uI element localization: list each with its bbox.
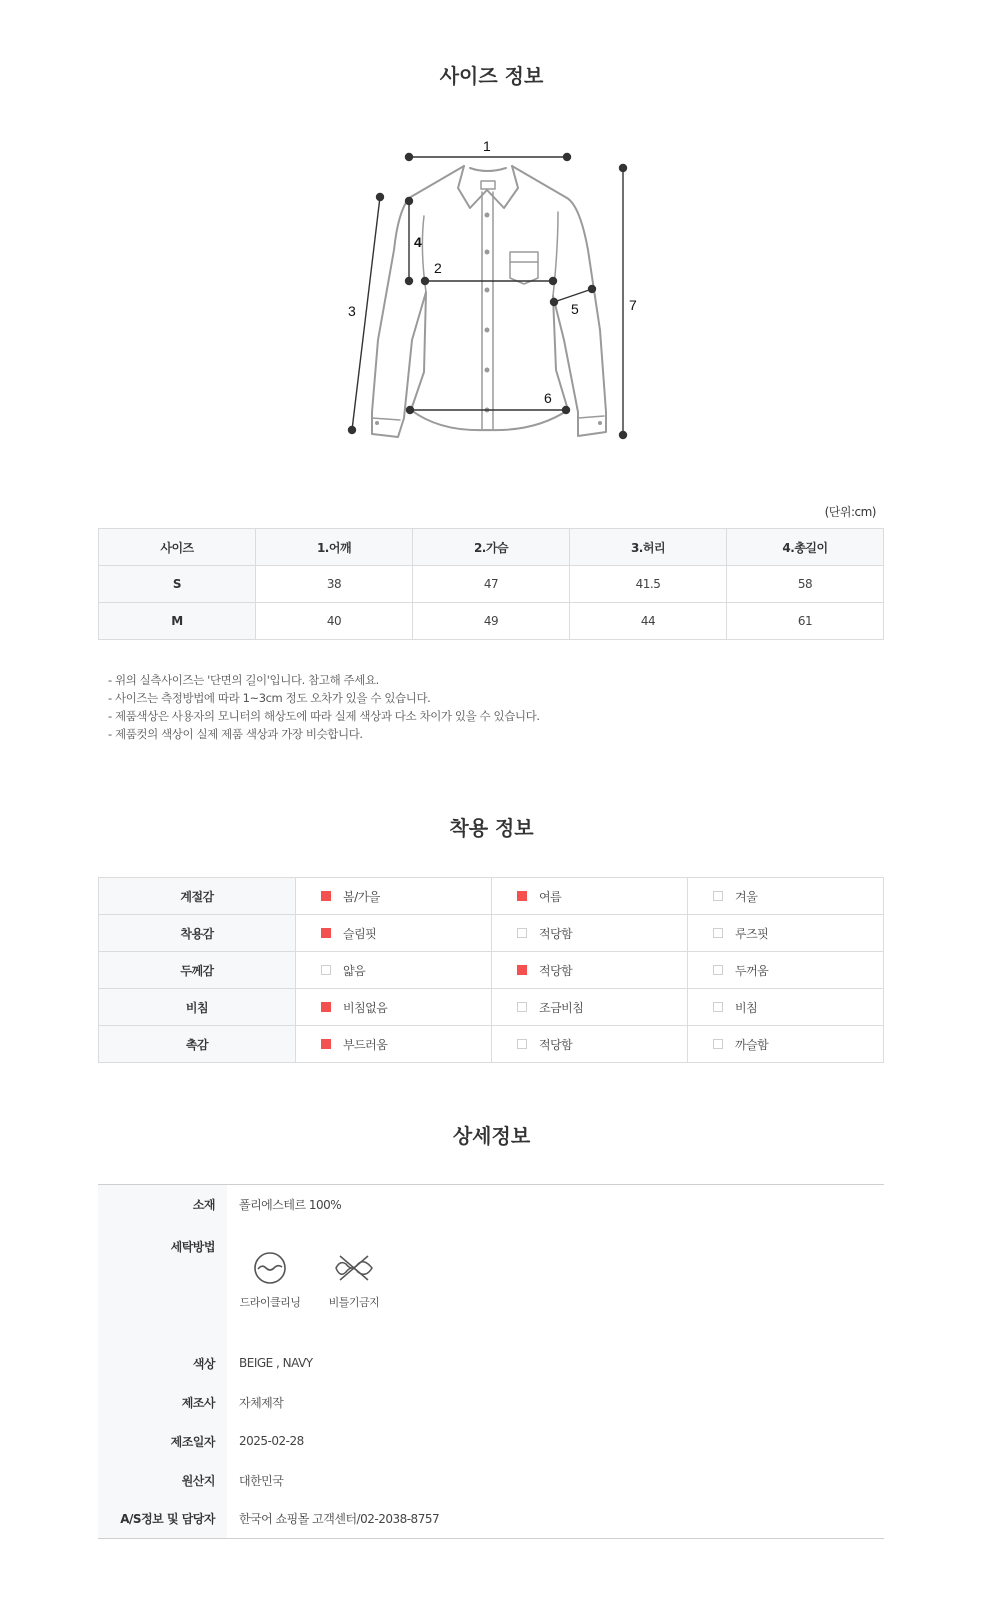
wear-option bbox=[688, 952, 884, 989]
maker-label: 제조사 bbox=[98, 1383, 227, 1422]
unchecked-box-icon bbox=[517, 928, 527, 938]
diagram-label-6: 6 bbox=[544, 390, 552, 406]
color-value: BEIGE , NAVY bbox=[239, 1356, 313, 1370]
size-table bbox=[98, 528, 884, 640]
diagram-label-7: 7 bbox=[629, 297, 637, 313]
diagram-label-1: 1 bbox=[483, 138, 491, 154]
size-info-title: 사이즈 정보 bbox=[439, 64, 544, 88]
color-label: 색상 bbox=[98, 1344, 227, 1383]
wear-option bbox=[492, 989, 688, 1026]
unchecked-box-icon bbox=[713, 965, 723, 975]
checked-box-icon bbox=[321, 891, 331, 901]
wear-option-label: 비침 bbox=[735, 1000, 758, 1015]
detail-row-material bbox=[98, 1185, 884, 1224]
table-cell: 58 bbox=[727, 566, 884, 603]
table-cell: 47 bbox=[413, 566, 570, 603]
material-value: 폴리에스테르 100% bbox=[239, 1197, 342, 1212]
size-label: M bbox=[99, 603, 256, 640]
header-total-length: 4.총길이 bbox=[727, 529, 884, 566]
table-row bbox=[99, 603, 884, 640]
wear-option-label: 비침없음 bbox=[343, 1000, 388, 1015]
checked-box-icon bbox=[517, 891, 527, 901]
wear-option-label: 적당함 bbox=[539, 1037, 573, 1052]
wear-option bbox=[296, 952, 492, 989]
table-cell: 44 bbox=[570, 603, 727, 640]
wear-option bbox=[296, 878, 492, 915]
wear-option-label: 두꺼움 bbox=[735, 963, 769, 978]
date-label: 제조일자 bbox=[98, 1422, 227, 1461]
wash-label: 세탁방법 bbox=[98, 1224, 227, 1344]
detail-info-table bbox=[98, 1184, 884, 1539]
wear-info-table bbox=[98, 877, 884, 1063]
wear-info-title: 착용 정보 bbox=[449, 816, 534, 840]
wash-item-label: 비틀기금지 bbox=[328, 1295, 380, 1309]
detail-info-title: 상세정보 bbox=[452, 1124, 531, 1148]
unchecked-box-icon bbox=[321, 965, 331, 975]
wear-row bbox=[99, 878, 884, 915]
table-cell: 61 bbox=[727, 603, 884, 640]
checked-box-icon bbox=[517, 965, 527, 975]
header-waist: 3.허리 bbox=[570, 529, 727, 566]
table-cell: 38 bbox=[256, 566, 413, 603]
wear-option bbox=[688, 1026, 884, 1063]
diagram-label-3: 3 bbox=[348, 303, 356, 319]
wear-option-label: 봄/가을 bbox=[343, 889, 380, 904]
dry-clean-icon bbox=[252, 1250, 288, 1286]
checked-box-icon bbox=[321, 1039, 331, 1049]
origin-label: 원산지 bbox=[98, 1461, 227, 1500]
wash-item-no-wring bbox=[323, 1250, 385, 1310]
wear-option bbox=[492, 1026, 688, 1063]
note-item: - 위의 실측사이즈는 '단면의 길이'입니다. 참고해 주세요. bbox=[108, 673, 379, 687]
header-shoulder: 1.어깨 bbox=[256, 529, 413, 566]
note-item: - 사이즈는 측정방법에 따라 1~3cm 정도 오차가 있을 수 있습니다. bbox=[108, 691, 431, 705]
checked-box-icon bbox=[321, 928, 331, 938]
wear-option-label: 부드러움 bbox=[343, 1037, 388, 1052]
header-size: 사이즈 bbox=[99, 529, 256, 566]
wear-option-label: 조금비침 bbox=[539, 1000, 584, 1015]
checked-box-icon bbox=[321, 1002, 331, 1012]
wear-row bbox=[99, 952, 884, 989]
wear-option-label: 까슬함 bbox=[735, 1037, 769, 1052]
detail-row-maker bbox=[98, 1383, 884, 1422]
size-label: S bbox=[99, 566, 256, 603]
unchecked-box-icon bbox=[713, 928, 723, 938]
origin-value: 대한민국 bbox=[239, 1473, 284, 1488]
unit-label: (단위:cm) bbox=[824, 505, 876, 519]
size-table-header bbox=[99, 529, 884, 566]
diagram-label-2: 2 bbox=[434, 260, 442, 276]
wear-option bbox=[492, 878, 688, 915]
detail-row-wash bbox=[98, 1224, 884, 1344]
wear-option bbox=[296, 1026, 492, 1063]
wear-option-label: 적당함 bbox=[539, 963, 573, 978]
wear-option bbox=[296, 915, 492, 952]
shirt-measurement-diagram bbox=[330, 130, 650, 450]
material-label: 소재 bbox=[98, 1185, 227, 1224]
detail-row-origin bbox=[98, 1461, 884, 1500]
wear-option bbox=[296, 989, 492, 1026]
wear-option bbox=[492, 915, 688, 952]
wear-row-label: 촉감 bbox=[99, 1026, 296, 1063]
detail-row-as bbox=[98, 1500, 884, 1539]
maker-value: 자체제작 bbox=[239, 1395, 284, 1410]
no-wring-icon bbox=[332, 1250, 376, 1286]
unchecked-box-icon bbox=[713, 1039, 723, 1049]
note-item: - 제품색상은 사용자의 모니터의 해상도에 따라 실제 색상과 다소 차이가 있을 수 있습니다. bbox=[108, 709, 540, 723]
wear-row-label: 착용감 bbox=[99, 915, 296, 952]
wash-item-label: 드라이클리닝 bbox=[239, 1295, 301, 1309]
as-value: 한국어 쇼핑몰 고객센터/02-2038-8757 bbox=[239, 1512, 440, 1527]
wear-option bbox=[492, 952, 688, 989]
wear-row-label: 두께감 bbox=[99, 952, 296, 989]
table-row bbox=[99, 566, 884, 603]
table-cell: 40 bbox=[256, 603, 413, 640]
diagram-label-4: 4 bbox=[414, 234, 422, 250]
wash-item-dry-clean bbox=[239, 1250, 301, 1310]
unchecked-box-icon bbox=[517, 1039, 527, 1049]
unchecked-box-icon bbox=[517, 1002, 527, 1012]
unchecked-box-icon bbox=[713, 1002, 723, 1012]
detail-row-color bbox=[98, 1344, 884, 1383]
wear-row-label: 계절감 bbox=[99, 878, 296, 915]
wear-option-label: 여름 bbox=[539, 889, 562, 904]
table-cell: 49 bbox=[413, 603, 570, 640]
wear-row bbox=[99, 1026, 884, 1063]
wear-row bbox=[99, 915, 884, 952]
wear-option bbox=[688, 989, 884, 1026]
detail-row-date bbox=[98, 1422, 884, 1461]
wear-option bbox=[688, 915, 884, 952]
wear-option-label: 루즈핏 bbox=[735, 926, 769, 941]
diagram-label-5: 5 bbox=[571, 301, 579, 317]
wear-option bbox=[688, 878, 884, 915]
as-label: A/S정보 및 담당자 bbox=[98, 1500, 227, 1539]
wear-row-label: 비침 bbox=[99, 989, 296, 1026]
header-chest: 2.가슴 bbox=[413, 529, 570, 566]
wear-option-label: 슬림핏 bbox=[343, 926, 377, 941]
wear-row bbox=[99, 989, 884, 1026]
size-notes bbox=[108, 671, 540, 743]
wear-option-label: 얇음 bbox=[343, 963, 366, 978]
date-value: 2025-02-28 bbox=[239, 1434, 304, 1448]
table-cell: 41.5 bbox=[570, 566, 727, 603]
wear-option-label: 겨울 bbox=[735, 889, 758, 904]
unchecked-box-icon bbox=[713, 891, 723, 901]
note-item: - 제품컷의 색상이 실제 제품 색상과 가장 비슷합니다. bbox=[108, 727, 363, 741]
wear-option-label: 적당함 bbox=[539, 926, 573, 941]
